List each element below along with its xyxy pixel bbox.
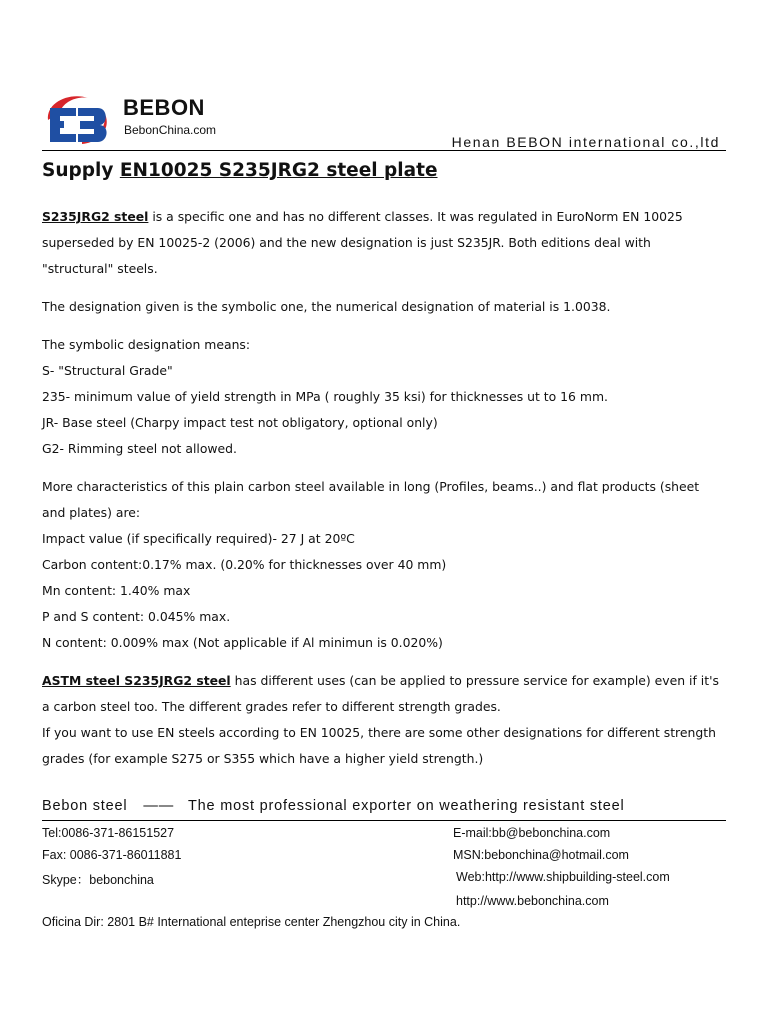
title-main: EN10025 S235JRG2 steel plate [119, 160, 438, 181]
characteristics-line: Carbon content:0.17% max. (0.20% for thicknesses over 40 mm) [42, 557, 447, 572]
contact-web-alt[interactable]: http://www.bebonchina.com [456, 894, 609, 908]
bebon-logo-icon [42, 90, 114, 150]
characteristics-line: Mn content: 1.40% max [42, 583, 191, 598]
contact-msn[interactable]: MSN:bebonchina@hotmail.com [453, 848, 629, 862]
symbolic-line: The symbolic designation means: [42, 337, 251, 352]
paragraph-en-steels: If you want to use EN steels according to EN 10025, there are some other designations for different strength grades (for example S275 or S355 which have a higher yield strength.) [42, 725, 716, 766]
characteristics-line: N content: 0.009% max (Not applicable if Al minimun is 0.020%) [42, 635, 443, 650]
symbolic-line: G2- Rimming steel not allowed. [42, 441, 237, 456]
footer-brand: Bebon steel [42, 798, 128, 814]
characteristics-line: Impact value (if specifically required)- 27 J at 20ºC [42, 531, 355, 546]
contact-fax: Fax: 0086-371-86011881 [42, 848, 182, 862]
brand-name: BEBON [123, 95, 205, 120]
contact-web[interactable]: Web:http://www.shipbuilding-steel.com [456, 870, 670, 884]
contact-address: Oficina Dir: 2801 B# International enteprise center Zhengzhou city in China. [42, 915, 461, 929]
document-body [42, 204, 726, 772]
paragraph-intro [42, 204, 726, 282]
contact-email[interactable]: E-mail:bb@bebonchina.com [453, 826, 611, 840]
footer-divider [42, 820, 726, 821]
symbolic-line: 235- minimum value of yield strength in MPa ( roughly 35 ksi) for thicknesses ut to 16 mm. [42, 389, 608, 404]
page-title [42, 160, 438, 181]
header-divider [42, 150, 726, 151]
brand-site: BebonChina.com [124, 123, 217, 137]
paragraph-designation: The designation given is the symbolic one, the numerical designation of material is 1.0038. [42, 299, 611, 314]
symbolic-line: S- "Structural Grade" [42, 363, 173, 378]
link-s235jrg2-steel[interactable]: S235JRG2 steel [42, 209, 149, 224]
link-astm-steel[interactable]: ASTM steel S235JRG2 steel [42, 673, 231, 688]
title-prefix: Supply [42, 160, 120, 181]
footer-slogan: The most professional exporter on weathering resistant steel [188, 798, 625, 814]
symbolic-line: JR- Base steel (Charpy impact test not obligatory, optional only) [42, 415, 438, 430]
astm-text: has different uses (can be applied to pressure service for example) even if it's a carbon steel too. The different grades refer to different strength grades. [42, 673, 719, 714]
contact-skype: Skype：bebonchina [42, 873, 154, 887]
footer-dash: —— [143, 798, 174, 814]
intro-text: is a specific one and has no different classes. It was regulated in EuroNorm EN 10025 superseded by EN 10025-2 (2006) and the new designation is just S235JR. Both editions deal with "structural" steels. [42, 209, 683, 276]
footer-slogan-line [42, 798, 726, 814]
characteristics-line: More characteristics of this plain carbon steel available in long (Profiles, beams..) and flat products (sheet and plates) are: [42, 479, 700, 520]
company-name: Henan BEBON international co.,ltd [451, 134, 720, 150]
paragraph-astm [42, 668, 726, 720]
characteristics-line: P and S content: 0.045% max. [42, 609, 231, 624]
contact-tel: Tel:0086-371-86151527 [42, 826, 175, 840]
